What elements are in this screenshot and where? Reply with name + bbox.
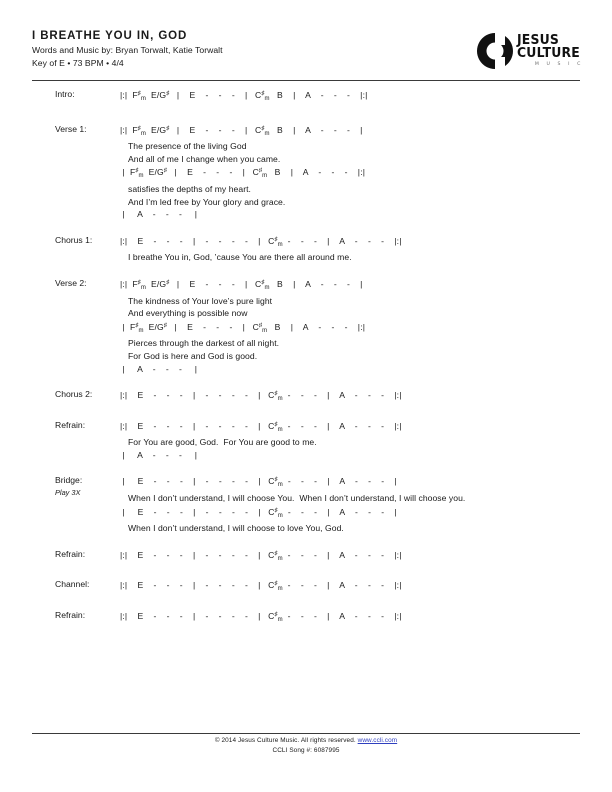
section-label-column: [0, 388, 120, 401]
song-section: [0, 419, 612, 462]
lyric-line: When I don’t understand, I will choose You. When I don’t understand, I will choose you.: [128, 493, 466, 504]
ring-icon: [476, 32, 514, 70]
section-lines-column: [120, 419, 612, 462]
chord-line: |:| E - - - | - - - - | $C^♯_m$ - - - | A - - - |:|: [120, 420, 402, 433]
document-footer: [0, 736, 612, 756]
chord-line: |:| $F^♯_m$ E/G♯ | E - - - | $C^♯_m$ B | A - - - |:|: [120, 90, 368, 102]
logo-wordmark: [517, 31, 585, 69]
section-repeat-note: Play 3X: [55, 488, 81, 498]
ccli-song-number: CCLI Song #: 6087995: [272, 747, 340, 754]
lyric-line: When I don’t understand, I will choose to love You, God.: [128, 523, 344, 534]
lyric-line: For God is here and God is good.: [128, 350, 258, 361]
song-section: [0, 88, 612, 106]
section-lines-column: [120, 277, 612, 375]
section-label-column: [0, 578, 120, 591]
lyric-line: And all of me I change when you came.: [128, 153, 281, 164]
lyric-line: And I’m led free by Your glory and grace.: [128, 196, 286, 207]
chord-line: | A - - - |: [120, 363, 198, 374]
jesus-culture-music-logo: [476, 28, 584, 74]
logo-line-culture: CULTURE: [517, 45, 580, 61]
section-label: Verse 2:: [55, 277, 87, 288]
song-section: [0, 609, 612, 627]
song-section: [0, 548, 612, 566]
ccli-link[interactable]: www.ccli.com: [357, 737, 398, 744]
chord-line: |:| $F^♯_m$ E/G♯ | E - - - | $C^♯_m$ B | A - - - |: [120, 278, 363, 291]
song-section: [0, 388, 612, 406]
section-lines-column: [120, 88, 612, 106]
section-label: Refrain:: [55, 419, 86, 430]
chord-line: |:| E - - - | - - - - | $C^♯_m$ - - - | A - - - |:|: [120, 235, 402, 248]
song-key-tempo-meter: Key of E • 73 BPM • 4/4: [32, 58, 124, 68]
chord-line: |:| E - - - | - - - - | $C^♯_m$ - - - | A - - - |:|: [120, 580, 402, 593]
section-lines-column: [120, 388, 612, 406]
section-label-column: [0, 474, 120, 498]
section-label: Bridge:: [55, 475, 83, 486]
chord-line: | E - - - | - - - - | $C^♯_m$ - - - | A - - - |: [120, 476, 397, 489]
section-label-column: [0, 419, 120, 432]
copyright-text: © 2014 Jesus Culture Music. All rights reserved.: [214, 737, 358, 744]
song-section: [0, 277, 612, 375]
section-label-column: [0, 277, 120, 290]
song-sections: [0, 88, 612, 640]
chord-line: | A - - - |: [120, 209, 198, 220]
footer-divider: [32, 733, 580, 734]
logo-line-music: M U S I C: [534, 61, 584, 67]
section-label-column: [0, 123, 120, 136]
section-label-column: [0, 548, 120, 561]
chord-line: | A - - - |: [120, 449, 198, 460]
song-title: I BREATHE YOU IN, GOD: [32, 30, 188, 42]
section-label-column: [0, 88, 120, 101]
section-lines-column: [120, 123, 612, 221]
header-divider: [32, 80, 580, 81]
section-lines-column: [120, 548, 612, 566]
section-label-column: [0, 234, 120, 247]
section-lines-column: [120, 234, 612, 264]
song-section: [0, 123, 612, 221]
chord-line: |:| E - - - | - - - - | $C^♯_m$ - - - | A - - - |:|: [120, 611, 402, 624]
chord-line: | $F^♯_m$ E/G♯ | E - - - | $C^♯_m$ B | A - - - |:|: [120, 167, 366, 180]
lyric-line: satisfies the depths of my heart.: [128, 183, 251, 194]
lyric-line: For You are good, God. For You are good to me.: [128, 437, 317, 448]
chord-line: | E - - - | - - - - | $C^♯_m$ - - - | A - - - |: [120, 506, 397, 519]
song-section: [0, 234, 612, 264]
chord-line: |:| E - - - | - - - - | $C^♯_m$ - - - | A - - - |:|: [120, 390, 402, 403]
song-section: [0, 474, 612, 534]
song-section: [0, 578, 612, 596]
section-lines-column: [120, 609, 612, 627]
section-label: Refrain:: [55, 610, 86, 621]
logo-line-jesus: JESUS: [517, 31, 560, 48]
section-lines-column: [120, 474, 612, 534]
section-label: Chorus 1:: [55, 234, 93, 245]
copyright-line: [0, 736, 612, 746]
section-label: Refrain:: [55, 548, 86, 559]
section-label: Verse 1:: [55, 123, 87, 134]
lyric-line: The presence of the living God: [128, 141, 247, 152]
lyric-line: Pierces through the darkest of all night.: [128, 338, 280, 349]
chord-line: | $F^♯_m$ E/G♯ | E - - - | $C^♯_m$ B | A - - - |:|: [120, 321, 366, 334]
chord-line: |:| $F^♯_m$ E/G♯ | E - - - | $C^♯_m$ B | A - - - |: [120, 124, 363, 137]
song-credits: Words and Music by: Bryan Torwalt, Katie Torwalt: [32, 45, 223, 55]
lyric-line: I breathe You in, God, ’cause You are there all around me.: [128, 252, 352, 263]
section-label: Intro:: [55, 89, 75, 99]
chord-line: |:| E - - - | - - - - | $C^♯_m$ - - - | A - - - |:|: [120, 549, 402, 562]
section-label-column: [0, 609, 120, 622]
section-label: Chorus 2:: [55, 389, 93, 400]
lyric-line: The kindness of Your love’s pure light: [128, 295, 273, 306]
lyric-line: And everything is possible now: [128, 308, 248, 319]
section-lines-column: [120, 578, 612, 596]
section-label: Channel:: [55, 579, 90, 590]
